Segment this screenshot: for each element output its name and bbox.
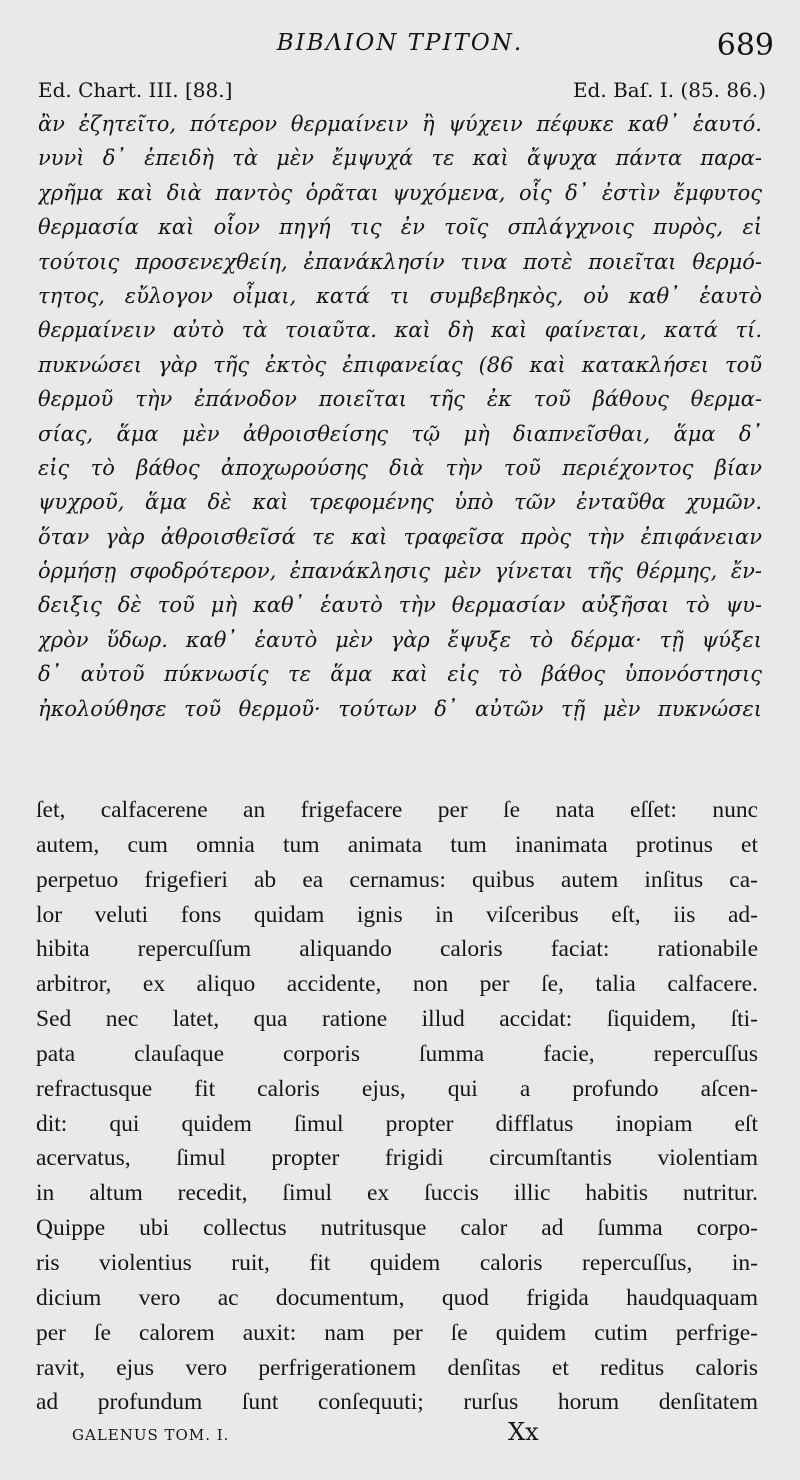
latin-line: autem, cum omnia tum animata tum inanimata protinus et xyxy=(36,831,758,858)
greek-line: τούτοις προσενεχθείη, ἐπανάκλησίν τινα ποτὲ ποιεῖται θερμό- xyxy=(38,249,762,274)
running-head: BIBΛΙΟΝ ΤΡΙΤΟΝ. xyxy=(276,30,524,56)
latin-line: dicium vero ac documentum, quod frigida haudquaquam xyxy=(36,1284,758,1311)
latin-line: ris violentius ruit, fit quidem caloris repercuſſus, in- xyxy=(36,1249,758,1276)
latin-line: pata clauſaque corporis ſumma facie, repercuſſus xyxy=(36,1040,758,1067)
latin-text-block xyxy=(36,793,758,1420)
greek-line: δ᾽ αὐτοῦ πύκνωσίς τε ἅμα καὶ εἰς τὸ βάθος ὑπονόστησις xyxy=(38,662,762,687)
latin-line: acervatus, ſimul propter frigidi circumſtantis violentiam xyxy=(36,1145,758,1172)
latin-line: ad profundum ſunt conſequuti; rurſus horum denſitatem xyxy=(36,1389,758,1416)
latin-line: ſet, calfacerene an frigefacere per ſe nata eſſet: nunc xyxy=(36,797,758,823)
greek-line: χρῆμα καὶ διὰ παντὸς ὁρᾶται ψυχόμενα, οἷς δ᾽ ἐστὶν ἔμφυτος xyxy=(38,180,762,205)
latin-line: Sed nec latet, qua ratione illud accidat: ſiquidem, ſti- xyxy=(36,1006,758,1033)
latin-line: hibita repercuſſum aliquando caloris faciat: rationabile xyxy=(36,936,758,963)
greek-line: ὁρμήσῃ σφοδρότερον, ἐπανάκλησις μὲν γίνεται τῆς θέρμης, ἔν- xyxy=(38,559,762,584)
latin-line: refractusque fit caloris ejus, qui a profundo aſcen- xyxy=(36,1075,758,1102)
greek-line: σίας, ἅμα μὲν ἀθροισθείσης τῷ μὴ διαπνεῖσθαι, ἅμα δ᾽ xyxy=(38,421,762,446)
greek-line: ψυχροῦ, ἅμα δὲ καὶ τρεφομένης ὑπὸ τῶν ἐνταῦθα χυμῶν. xyxy=(38,490,762,515)
latin-line: arbitror, ex aliquo accidente, non per ſe, talia calfacere. xyxy=(36,971,758,998)
greek-line: θερμαίνειν αὐτὸ τὰ τοιαῦτα. καὶ δὴ καὶ φαίνεται, κατά τί. xyxy=(38,318,762,343)
greek-line: εἰς τὸ βάθος ἀποχωρούσης διὰ τὴν τοῦ περιέχοντος βίαν xyxy=(38,455,762,480)
latin-line: perpetuo frigefieri ab ea cernamus: quibus autem inſitus ca- xyxy=(36,866,758,893)
greek-line: νυνὶ δ᾽ ἐπειδὴ τὰ μὲν ἔμψυχά τε καὶ ἄψυχα πάντα παρα- xyxy=(38,146,762,171)
greek-text-block xyxy=(38,107,762,726)
page-number: 689 xyxy=(716,28,774,63)
greek-line: ἂν ἐζητεῖτο, πότερον θερμαίνειν ἢ ψύχειν πέφυκε καθ᾽ ἑαυτό. xyxy=(38,112,762,136)
latin-line: dit: qui quidem ſimul propter difflatus inopiam eſt xyxy=(36,1110,758,1137)
latin-line: Quippe ubi collectus nutritusque calor ad ſumma corpo- xyxy=(36,1215,758,1242)
printer-signature-mark: Xx xyxy=(508,1418,539,1446)
greek-line: χρὸν ὕδωρ. καθ᾽ ἑαυτὸ μὲν γὰρ ἔψυξε τὸ δέρμα· τῇ ψύξει xyxy=(38,627,762,652)
footer-volume-label: GALENUS TOM. I. xyxy=(72,1426,230,1444)
greek-line: πυκνώσει γὰρ τῆς ἐκτὸς ἐπιφανείας (86 καὶ κατακλήσει τοῦ xyxy=(38,352,762,377)
latin-line: in altum recedit, ſimul ex ſuccis illic habitis nutritur. xyxy=(36,1180,758,1207)
edition-reference-left: Ed. Chart. III. [88.] xyxy=(38,78,233,102)
greek-line: θερμασία καὶ οἷον πηγή τις ἐν τοῖς σπλάγχνοις πυρὸς, εἰ xyxy=(38,215,762,240)
latin-line: lor veluti fons quidam ignis in viſceribus eſt, iis ad- xyxy=(36,901,758,928)
latin-line: per ſe calorem auxit: nam per ſe quidem cutim perfrige- xyxy=(36,1319,758,1346)
edition-reference-right: Ed. Baſ. I. (85. 86.) xyxy=(572,78,766,102)
greek-line: θερμοῦ τὴν ἐπάνοδον ποιεῖται τῆς ἐκ τοῦ βάθους θερμα- xyxy=(38,387,762,412)
greek-line: ἠκολούθησε τοῦ θερμοῦ· τούτων δ᾽ αὐτῶν τῇ μὲν πυκνώσει xyxy=(38,696,762,721)
greek-line: δειξις δὲ τοῦ μὴ καθ᾽ ἑαυτὸ τὴν θερμασίαν αὐξῆσαι τὸ ψυ- xyxy=(38,593,762,618)
latin-line: ravit, ejus vero perfrigerationem denſitas et reditus caloris xyxy=(36,1354,758,1381)
greek-line: ὅταν γὰρ ἀθροισθεῖσά τε καὶ τραφεῖσα πρὸς τὴν ἐπιφάνειαν xyxy=(38,524,762,549)
greek-line: τητος, εὔλογον οἶμαι, κατά τι συμβεβηκὸς, οὐ καθ᾽ ἑαυτὸ xyxy=(38,283,762,308)
